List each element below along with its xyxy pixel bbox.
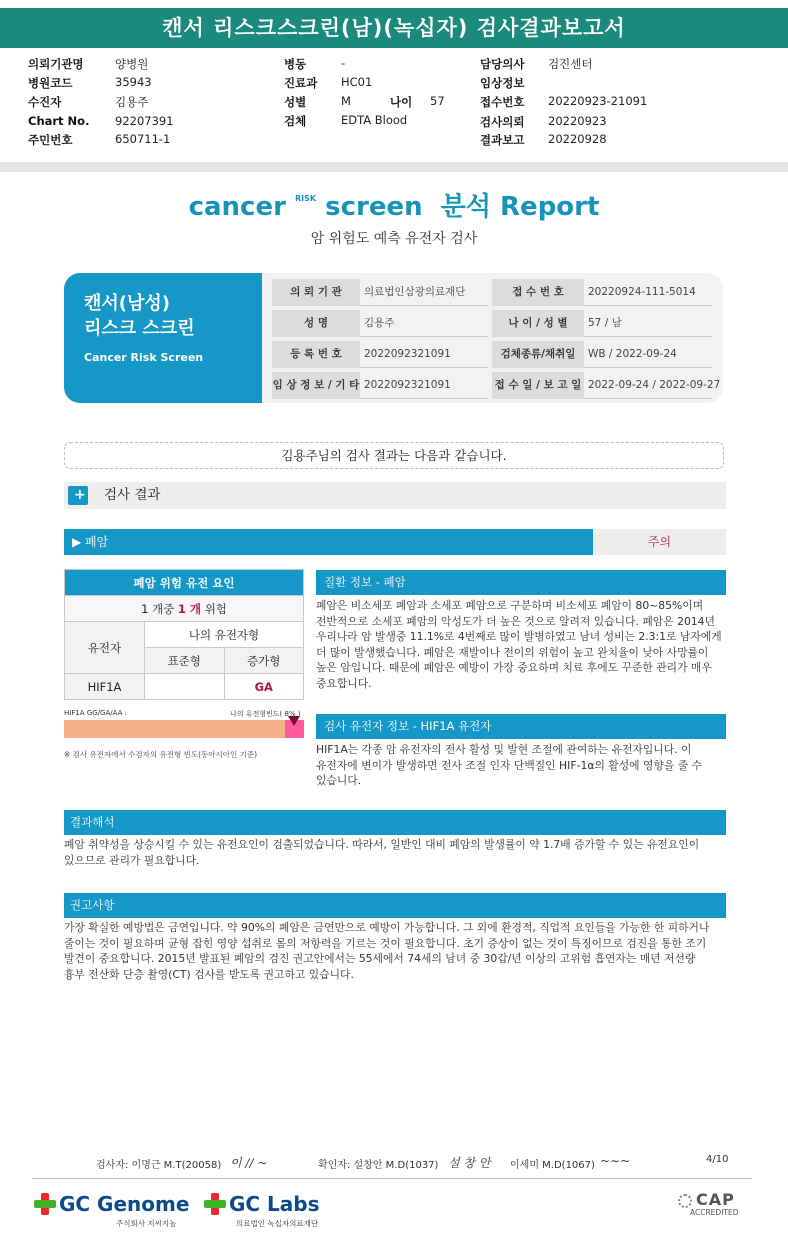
text-line: 우리나라 암 발생중 11.1%로 4번째로 많이 발병하였고 남녀 성비는 2.3:1로 남자에게 [316,630,722,643]
frequency-right-label: 나의 유전형빈도( 8% ) [230,710,301,718]
text-line: 있으므로 관리가 필요합니다. [64,853,200,867]
patient-info-card [64,273,723,403]
field-label: 접 수 번 호 [492,279,584,306]
meta-value: 20220923-21091 [548,94,648,108]
brand-cancer: cancer [188,192,286,222]
age-label: 나이 [390,95,413,109]
col-my-genotype: 나의 유전자형 [145,622,304,648]
meta-label: 담당의사 [480,57,525,71]
greeting-message: 김용주님의 검사 결과는 다음과 같습니다. [64,442,724,469]
age-value: 57 [430,94,445,108]
interpretation-text [64,837,726,868]
confirmer: 확인자: 설창안 M.D(1037) [318,1160,439,1171]
field-label: 접 수 일 / 보 고 일 [492,372,584,399]
meta-label: 주민번호 [28,133,73,147]
col-standard: 표준형 [145,648,225,674]
gene-info-text [316,742,726,789]
col-gene: 유전자 [65,622,145,674]
footer-divider [32,1178,752,1179]
risk-count: 1 개 [177,601,202,616]
frequency-bar [64,720,304,738]
patient-meta [28,56,768,156]
confirmer-signature: 설 창 안 [448,1156,491,1170]
text-line: 높은 암입니다. 때문에 폐암은 예방이 가장 중요하며 치료 후에도 꾸준한 관리가 매우 [316,661,712,674]
meta-label: 수진자 [28,95,62,109]
frequency-footnote: ※ 검사 유전자에서 수검자의 유전형 빈도(동아시아인 기준) [64,750,258,759]
field-value: 2022-09-24 / 2022-09-27 [584,372,712,399]
meta-value: 김용주 [115,95,149,109]
meta-value: 35943 [115,75,152,89]
field-label: 의 뢰 기 관 [272,279,360,306]
meta-value: 20220928 [548,132,607,146]
meta-value: 20220923 [548,114,607,128]
gc-labs-logo [204,1192,320,1228]
tester: 검사자: 이명근 M.T(20058) [96,1160,222,1171]
field-value: 2022092321091 [360,372,488,399]
card-title-en: Cancer Risk Screen [84,351,204,364]
brand-risk: RISK [294,194,317,203]
text-line: 발견이 중요합니다. 2015년 발표된 폐암의 검진 권고안에서는 55세에서 74세의 남녀 중 30갑/년 이상의 고위험 흡연자는 매년 저선량 [64,952,696,965]
field-value: 김용주 [360,310,488,337]
table-title: 폐암 위험 유전 요인 [65,570,304,596]
cap-subtext: ACCREDITED [690,1208,739,1217]
field-value: 57 / 남 [584,310,712,337]
meta-label: 진료과 [284,76,318,90]
logo2-subtitle: 의료법인 녹십자의료재단 [236,1219,319,1228]
increased-value: GA [224,674,304,700]
meta-label: 병동 [284,57,307,71]
card-banner [64,273,262,403]
confirmer2-signature: ~∼~ [600,1154,631,1168]
section-test-results [64,482,726,509]
status-badge: 주의 [593,529,726,555]
signature-line [0,1156,788,1170]
meta-label: 접수번호 [480,95,525,109]
field-value: 20220924-111-5014 [584,279,712,306]
text-line: HIF1A는 각종 암 유전자의 전사 활성 및 발현 조절에 관여하는 유전자입니다. 이 [316,743,692,756]
meta-value: HC01 [341,75,373,89]
card-title-line1: 캔서(남성) [84,293,171,314]
logo1-subtitle: 주식회사 지씨지놈 [116,1219,177,1228]
text-line: 흉부 전산화 단층 촬영(CT) 검사를 받도록 권고하고 있습니다. [64,967,354,981]
field-value: WB / 2022-09-24 [584,341,712,368]
brand-heading [0,186,788,223]
risk-summary-pre: 1 개중 [141,601,175,616]
cap-text: CAP [696,1190,735,1209]
cap-seal-icon [678,1194,692,1208]
logo1-text: GC Genome [59,1192,190,1216]
gene-risk-table [64,569,304,700]
meta-label: Chart No. [28,114,90,128]
field-label: 등 록 번 호 [272,341,360,368]
gene-info-title: 검사 유전자 정보 - HIF1A 유전자 [316,714,726,739]
frequency-left-label: HIF1A GG/GA/AA : [64,709,127,717]
gc-cross-icon [204,1193,226,1215]
text-line: 폐암은 비소세포 폐암과 소세포 폐암으로 구분하며 비소세포 폐암이 80~85%이며 [316,599,704,612]
meta-value: 양병원 [115,57,149,71]
card-title-line2: 리스크 스크린 [84,318,195,339]
page-number: 4/10 [706,1154,729,1165]
field-label: 검체종류/채취일 [492,341,584,368]
meta-value: 650711-1 [115,132,171,146]
category-lung-cancer: ▶ 폐암 [64,529,593,555]
tester-signature: 이 ∕∕ ~ [230,1156,268,1170]
divider [0,162,788,172]
cap-accredited-logo [678,1192,750,1224]
meta-label: 검사의뢰 [480,115,525,129]
frequency-pointer-icon [288,716,300,726]
meta-label: 성별 [284,95,307,109]
recommendation-title: 권고사항 [64,893,726,918]
meta-value: 92207391 [115,114,174,128]
field-label: 나 이 / 성 별 [492,310,584,337]
risk-summary [65,596,304,622]
field-label: 임 상 정 보 / 기 타 [272,372,360,399]
meta-label: 의뢰기관명 [28,57,84,71]
text-line: 전반적으로 소세포 폐암의 악성도가 더 높은 것으로 알려져 있습니다. 폐암은 2014년 [316,614,715,628]
meta-label: 결과보고 [480,133,525,147]
meta-value: EDTA Blood [341,113,408,127]
folder-plus-icon [68,486,88,505]
col-increased: 증가형 [224,648,304,674]
meta-value: - [341,56,346,70]
meta-value: 검진센터 [548,57,593,71]
meta-value: M [341,94,351,108]
text-line: 유전자에 변이가 발생하면 전사 조절 인자 단백질인 HIF-1α의 활성에 영향을 줄 수 [316,758,703,772]
text-line: 가장 확실한 예방법은 금연입니다. 약 90%의 폐암은 금연만으로 예방이 가능합니다. 그 외에 환경적, 직업적 요인들을 가능한 한 피하거나 [64,921,710,934]
interpretation-title: 결과해석 [64,810,726,835]
disease-info-text [316,598,726,691]
text-line: 중요합니다. [316,676,372,690]
risk-summary-post: 위험 [204,601,227,616]
text-line: 더 많이 발생했습니다. 폐암은 재발이나 전이의 위험이 높고 완치율이 낮아 사망률이 [316,645,709,659]
gene-name: HIF1A [65,674,145,700]
text-line: 줄이는 것이 필요하며 균형 잡힌 영양 섭취로 몸의 저항력을 기르는 것이 필요합니다. 초기 증상이 없는 것이 특징이므로 검진을 통한 조기 [64,936,707,950]
brand-screen: screen [325,192,423,222]
disease-info-title: 질환 정보 - 폐암 [316,570,726,595]
text-line: 폐암 취약성을 상승시킬 수 있는 유전요인이 검출되었습니다. 따라서, 일반인 대비 폐암의 발생률이 약 1.7배 증가할 수 있는 유전요인이 [64,838,700,851]
confirmer2: 이세미 M.D(1067) [510,1160,595,1171]
meta-label: 검체 [284,114,307,128]
text-line: 있습니다. [316,774,362,787]
meta-label: 임상정보 [480,76,525,90]
report-subtitle: 암 위험도 예측 유전자 검사 [310,231,478,247]
recommendation-text [64,920,726,982]
report-title: 캔서 리스크스크린(남)(녹십자) 검사결과보고서 [0,8,788,48]
field-value: 2022092321091 [360,341,488,368]
section-title-text: 검사 결과 [104,487,161,503]
gc-cross-icon [34,1193,56,1215]
field-value: 의료법인삼광의료재단 [360,279,488,306]
gc-genome-logo [34,1192,190,1228]
brand-report: 분석 Report [440,192,600,222]
meta-label: 병원코드 [28,76,73,90]
standard-value [145,674,225,700]
field-label: 성 명 [272,310,360,337]
logo2-text: GC Labs [229,1192,320,1216]
